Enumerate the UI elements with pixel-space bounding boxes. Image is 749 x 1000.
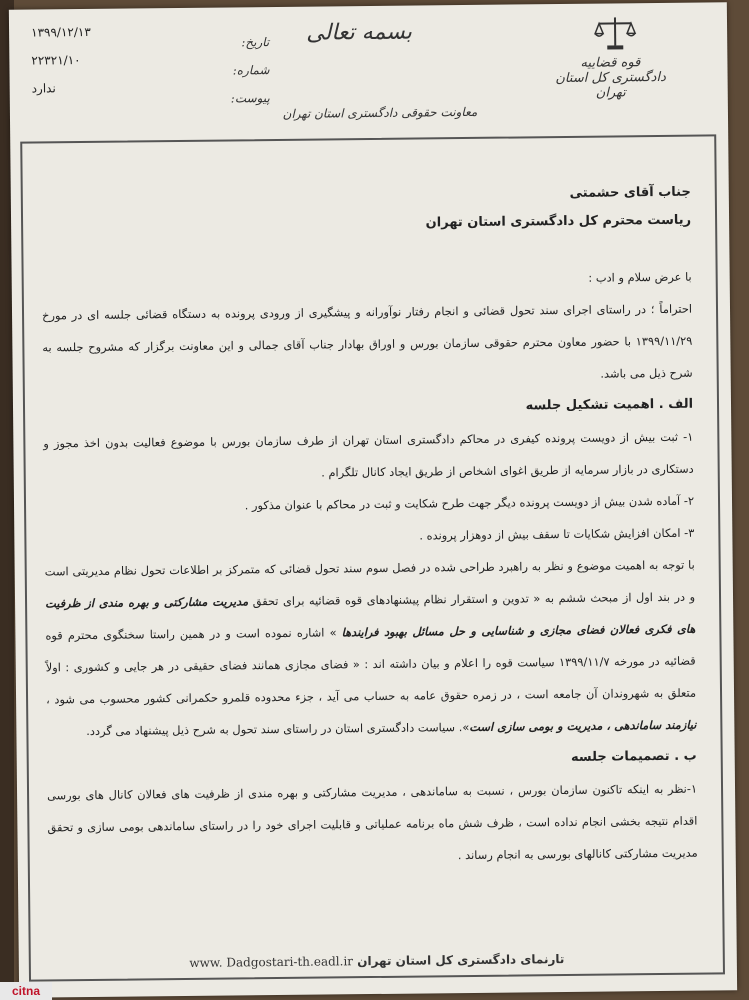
policy-emphasis-2: نیازمند ساماندهی ، مدیریت و بومی سازی است (469, 717, 697, 735)
list-item-3: ۳- امکان افزایش شکایات تا سقف بیش از دوهزار پرونده . (419, 525, 695, 543)
org-line-1: قوه قضاییه (580, 55, 641, 71)
department-subtitle: معاونت حقوقی دادگستری استان تهران (282, 104, 478, 121)
organization-name (545, 55, 675, 101)
policy-text-end: » اشاره نموده است و در همین راستا سخنگوی محترم قوه قضائیه در مورخه ۱۳۹۹/۱۱/۷ سیاست قوه را اعلام و بیان داشته اند : « فضای مجازی همانند فضای حقیقی در هر جایی و کشوری : اولاً متعلق به شهروندان آن جامعه است ، در زمره حقوق عامه به حساب می آید ، جزء محدوده قلمرو حکمرانی کشور محسوب می شود ، (45, 625, 697, 707)
list-item-decision-1: ۱-نظر به اینکه تاکنون سازمان بورس ، نسبت به ساماندهی ، مدیریت مشارکتی و بهره مندی از ظرفیت های فعالان کانال های بورسی اقدام نتیجه بخشی انجام نداده است ، ظرف شش ماه برنامه عملیاتی و قابلیت اجرای خود را در راستای ساماندهی بومی سازی و تحقق مدیریت مشارکتی کانالهای بورسی به انجام رساند . (47, 781, 698, 863)
letter-body (42, 261, 698, 876)
letter-frame (20, 134, 725, 981)
letter-page (9, 2, 737, 997)
section-heading-decisions: ب . تصمیمات جلسه (570, 748, 697, 765)
meta-labels (159, 35, 270, 120)
section-heading-importance: الف . اهمیت تشکیل جلسه (525, 396, 694, 414)
list-item-1: ۱- ثبت بیش از دویست پرونده کیفری در محاکم دادگستری استان تهران از طرف سازمان بورس با موضوع فعالیت بدون اخذ مجوز و دستکاری در بازار سرمایه از طریق اغوای اشخاص از طریق ایجاد کانال تلگرام . (43, 429, 694, 480)
number-label: شماره: (232, 63, 270, 78)
date-label: تاریخ: (241, 35, 270, 50)
number-value: ۲۲۳۲۱/۱۰ (31, 53, 81, 68)
list-item-2: ۲- آماده شدن بیش از دویست پرونده دیگر جهت طرح شکایت و ثبت در محاکم با عنوان مذکور . (244, 493, 695, 513)
date-value: ۱۳۹۹/۱۲/۱۳ (31, 24, 91, 40)
footer-website: www. Dadgostari-th.eadl.ir (189, 954, 354, 970)
attachment-label: پیوست: (230, 91, 270, 106)
addressee-name: جناب آقای حشمتی (569, 184, 691, 201)
greeting: با عرض سلام و ادب : (588, 269, 692, 285)
policy-text-tail: ». سیاست دادگستری استان در راستای سند تحول به شرح ذیل پیشنهاد می گردد. (86, 720, 470, 739)
citna-logo: citna (0, 982, 52, 1000)
attachment-value: ندارد (31, 81, 56, 96)
addressee-block (425, 179, 691, 238)
judiciary-scales-icon (593, 13, 637, 53)
addressee-title: ریاست محترم کل دادگستری استان تهران (425, 212, 692, 231)
policy-emphasis-1: مدیریت مشارکتی و بهره مندی از ظرفیت های فکری فعالان فضای مجازی و شناسایی و حل مسائل بهبود فرایندها (44, 594, 696, 640)
org-line-2: دادگستری کل استان تهران (555, 69, 666, 101)
paragraph-intro: احتراماً ؛ در راستای اجرای سند تحول قضائی و انجام رفتار نوآورانه و پیشگیری از ورودی پرونده به دستگاه قضائی جلسه ای در مورخ ۱۳۹۹/۱۱/۲۹ با حضور معاون محترم حقوقی سازمان بورس و اوراق بهادار جناب آقای جمالی و این معاونت برگزار که مشروح جلسه به شرح ذیل می باشد. (41, 301, 693, 381)
footer-label: تارنمای دادگستری کل استان تهران (357, 952, 565, 969)
meta-values (31, 24, 142, 109)
footer (31, 950, 723, 971)
policy-text-start: با توجه به اهمیت موضوع و نظر به راهبرد طراحی شده در فصل سوم سند تحول قضائی که متمرکز بر اطلاعات تحول نظام مدیریتی است و در بند اول از مبحث ششم به « تدوین و استقرار نظام پیشنهادهای قوه قضائیه برای تحقق (44, 557, 696, 609)
basmala-heading: بسمه تعالی (306, 19, 413, 46)
paragraph-policy (45, 549, 697, 748)
